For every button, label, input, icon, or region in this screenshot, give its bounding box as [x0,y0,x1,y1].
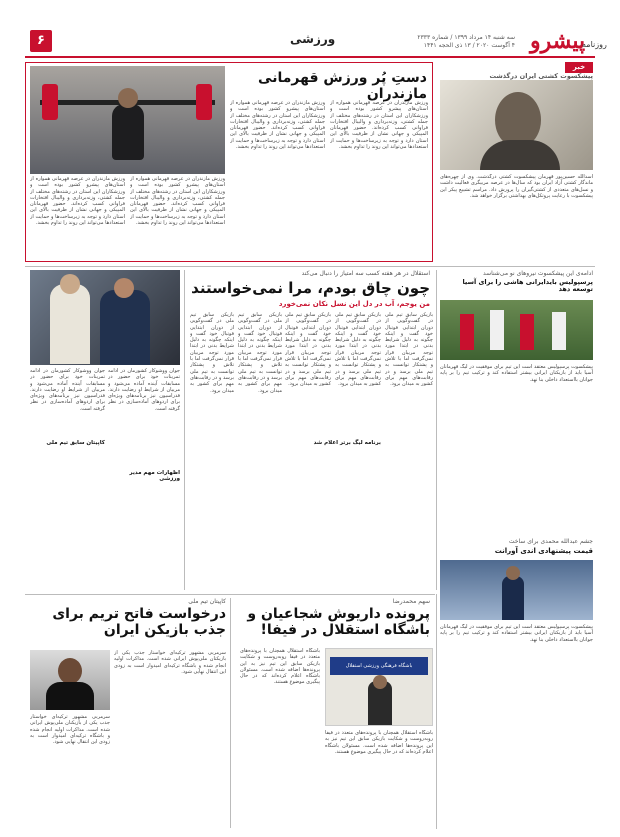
obituary-headline: پیشکسوت کشتی ایران درگذشت [489,72,593,80]
esteghlal-body-col-2: باشگاه استقلال همچنان با پرونده‌های متعدد در فیفا روبه‌روست و شکایت بازیکن سابق این تیم نیز به این پرونده‌ها اضافه شده است. مسئولان باشگاه اعلام کرده‌اند که در حال پیگیری موضوع هستند. [325,730,433,755]
date-line [395,34,515,50]
mid-article-kicker: استقلال در هر هفته کسب سه امتیاز را دنبال می‌کند [301,270,430,277]
left-column-text-2: جوان ووشوکار کشورمان در ادامه تمرینات خود برای حضور در مسابقات آینده آماده می‌شود و مربیان از شرایط او رضایت دارند. فدراسیون نیز برنامه‌های ویژه‌ای برای اردوهای آماده‌سازی در نظر گرفته است. [108,368,180,412]
terim-body-col-2: سرمربی مشهور ترکیه‌ای خواستار جذب یکی از بازیکنان ملی‌پوش ایرانی شده است. مذاکرات اولیه انجام شده و باشگاه ترکیه‌ای امیدوار است به زودی این انتقال نهایی شود. [30,714,110,746]
inner-heading-3: برنامه لیگ برتر اعلام شد [313,440,381,446]
news-badge: خبر [565,62,593,73]
players-embrace-photo [30,270,180,365]
section-title: ورزشی [290,32,336,46]
page-number-badge: ۶ [30,30,52,52]
terim-title: درخواست فاتح تریم برای جذب بازیکن ایران [52,606,226,639]
main-feature-title: دستِ پُر ورزش قهرمانی مازندران [258,70,427,103]
date-line-1: سه شنبه ۱۴ مرداد ۱۳۹۹ / شماره ۲۳۳۳ [417,34,515,41]
main-feature-col-3: ورزش مازندران در عرصه قهرمانی همواره از استان‌های پیشرو کشور بوده است و ورزشکاران این استان در رشته‌های مختلف از جمله کشتی، وزنه‌برداری و والیبال افتخارات فراوانی کسب کرده‌اند. حضور قهرمانان المپیکی و جهانی نشان از ظرفیت بالای این استان دارد و توجه به زیرساخت‌ها و حمایت از استعدادها می‌تواند این روند را تداوم بخشد. [130,176,225,227]
terim-body-col-1: سرمربی مشهور ترکیه‌ای خواستار جذب یکی از بازیکنان ملی‌پوش ایرانی شده است. مذاکرات اولیه انجام شده و باشگاه ترکیه‌ای امیدوار است به زودی این انتقال نهایی شود. [114,650,226,675]
column-rule [184,270,185,590]
obituary-body: اسدالله حسین‌پور قهرمان پیشکسوت کشتی درگذشت. وی از چهره‌های ماندگار کشتی آزاد ایران بود که سال‌ها در عرصه مربیگری فعالیت داشت و نسل‌های متعددی از کشتی‌گیران را پرورش داد. مراسم تشییع پیکر این پیشکسوت با رعایت پروتکل‌های بهداشتی برگزار خواهد شد. [440,174,593,199]
terim-kicker: کاپیتان تیم ملی [188,598,226,605]
esteghlal-kicker: سهم محمدرضا [392,598,430,605]
small-box-title: قیمت پیشنهادی اندی آورانت [494,547,593,555]
esteghlal-body-col-1: باشگاه استقلال همچنان با پرونده‌های متعدد در فیفا روبه‌روست و شکایت بازیکن سابق این تیم نیز به این پرونده‌ها اضافه شده است. مسئولان باشگاه اعلام کرده‌اند که در حال پیگیری موضوع هستند. [240,648,320,686]
mid-article-col-2: بازیکن سابق تیم ملی در گفت‌وگویی از دوران ابتدایی فوتبال خود گفت و اینکه چگونه به دلیل شرایط بدنی در ابتدا مورد توجه مربیان قرار نمی‌گرفت اما با تلاش و پشتکار توانست به تیم ملی برسد و در رقابت‌های مهم برای کشور به میدان برود. [335,312,381,388]
inner-heading-1: کاپیتان سابق تیم ملی [46,440,105,446]
mid-article-col-3: بازیکن سابق تیم ملی در گفت‌وگویی از دوران ابتدایی فوتبال خود گفت و اینکه چگونه به دلیل شرایط بدنی در ابتدا مورد توجه مربیان قرار نمی‌گرفت اما با تلاش و پشتکار توانست به تیم ملی برسد و در رقابت‌های مهم برای کشور به میدان برود. [285,312,331,388]
column-rule [436,270,437,590]
esteghlal-club-photo [325,648,433,726]
right-article-title: پرسپولیس بایدایرانی هاشی را برای آسیا توسعه دهد [462,278,593,294]
right-article-body: پیشکسوت پرسپولیس معتقد است این تیم برای موفقیت در لیگ قهرمانان آسیا باید از بازیکنان ایرانی بیشتر استفاده کند و ترکیب تیم را بر پایه جوانان بااستعداد داخلی بنا نهد. [440,364,593,383]
small-box-kicker: جشم عبدالله محمدی برای ساخت [508,538,593,545]
mid-article-col-1: بازیکن سابق تیم ملی در گفت‌وگویی از دوران ابتدایی فوتبال خود گفت و اینکه چگونه به دلیل شرایط بدنی در ابتدا مورد توجه مربیان قرار نمی‌گرفت اما با تلاش و پشتکار توانست به تیم ملی برسد و در رقابت‌های مهم برای کشور به میدان برود. [385,312,433,388]
obituary-photo [440,80,593,170]
divider [25,266,595,267]
mid-article-subtitle: من یوجم، آب در دل این نسل نکان نمی‌خورد [278,300,430,308]
date-line-2: ۴ آگوست ۲۰۲۰ / ۱۳ ذی الحجه ۱۴۴۱ [423,42,515,49]
mid-article-title: چون چاق بودم، مرا نمی‌خواستند [191,279,430,297]
right-article-kicker: ادامه‌ی این پیشکسوت نیروهای نو می‌شناسد [482,270,593,277]
main-feature-col-2: ورزش مازندران در عرصه قهرمانی همواره از استان‌های پیشرو کشور بوده است و ورزشکاران این استان در رشته‌های مختلف از جمله کشتی، وزنه‌برداری و والیبال افتخارات فراوانی کسب کرده‌اند. حضور قهرمانان المپیکی و جهانی نشان از ظرفیت بالای این استان دارد و توجه به زیرساخت‌ها و حمایت از استعدادها می‌تواند این روند را تداوم بخشد. [230,100,325,151]
player-portrait-photo [30,650,110,710]
newspaper-logo: پیشرو [530,28,586,54]
column-rule [436,594,437,829]
masthead [0,0,620,54]
esteghlal-title: پرونده داریوش شجاعیان و باشگاه استقلال در فیفا! [247,606,430,639]
mid-article-col-4: بازیکن سابق تیم ملی در گفت‌وگویی از دوران ابتدایی فوتبال خود گفت و اینکه چگونه به دلیل شرایط بدنی در ابتدا مورد توجه مربیان قرار نمی‌گرفت اما با تلاش و پشتکار توانست به تیم ملی برسد و در رقابت‌های مهم برای کشور به میدان برود. [238,312,282,394]
column-rule [230,598,231,828]
club-sign: باشگاه فرهنگی ورزشی استقلال [330,657,428,675]
small-box-body: پیشکسوت پرسپولیس معتقد است این تیم برای موفقیت در لیگ قهرمانان آسیا باید از بازیکنان ایرانی بیشتر استفاده کند و ترکیب تیم را بر پایه جوانان بااستعداد داخلی بنا نهد. [440,624,593,643]
divider [25,594,435,595]
logo-prefix: روزنامه [582,40,607,49]
mid-article-col-5: بازیکن سابق تیم ملی در گفت‌وگویی از دوران ابتدایی فوتبال خود گفت و اینکه چگونه به دلیل شرایط بدنی در ابتدا مورد توجه مربیان قرار نمی‌گرفت اما با تلاش و پشتکار توانست به تیم ملی برسد و در رقابت‌های مهم برای کشور به میدان برود. [190,312,234,394]
weightlifter-photo [30,66,225,174]
stadium-photo [440,560,593,620]
main-feature-col-1: ورزش مازندران در عرصه قهرمانی همواره از استان‌های پیشرو کشور بوده است و ورزشکاران این استان در رشته‌های مختلف از جمله کشتی، وزنه‌برداری و والیبال افتخارات فراوانی کسب کرده‌اند. حضور قهرمانان المپیکی و جهانی نشان از ظرفیت بالای این استان دارد و توجه به زیرساخت‌ها و حمایت از استعدادها می‌تواند این روند را تداوم بخشد. [330,100,428,151]
football-match-photo [440,300,593,360]
header-rule [25,56,595,58]
main-feature-col-4: ورزش مازندران در عرصه قهرمانی همواره از استان‌های پیشرو کشور بوده است و ورزشکاران این استان در رشته‌های مختلف از جمله کشتی، وزنه‌برداری و والیبال افتخارات فراوانی کسب کرده‌اند. حضور قهرمانان المپیکی و جهانی نشان از ظرفیت بالای این استان دارد و توجه به زیرساخت‌ها و حمایت از استعدادها می‌تواند این روند را تداوم بخشد. [30,176,125,227]
inner-heading-2: اظهارات مهم مدیر ورزشی [129,470,180,482]
left-column-text: جوان ووشوکار کشورمان در ادامه تمرینات خود برای حضور در مسابقات آینده آماده می‌شود و مربیان از شرایط او رضایت دارند. فدراسیون نیز برنامه‌های ویژه‌ای برای اردوهای آماده‌سازی در نظر گرفته است. [30,368,105,412]
